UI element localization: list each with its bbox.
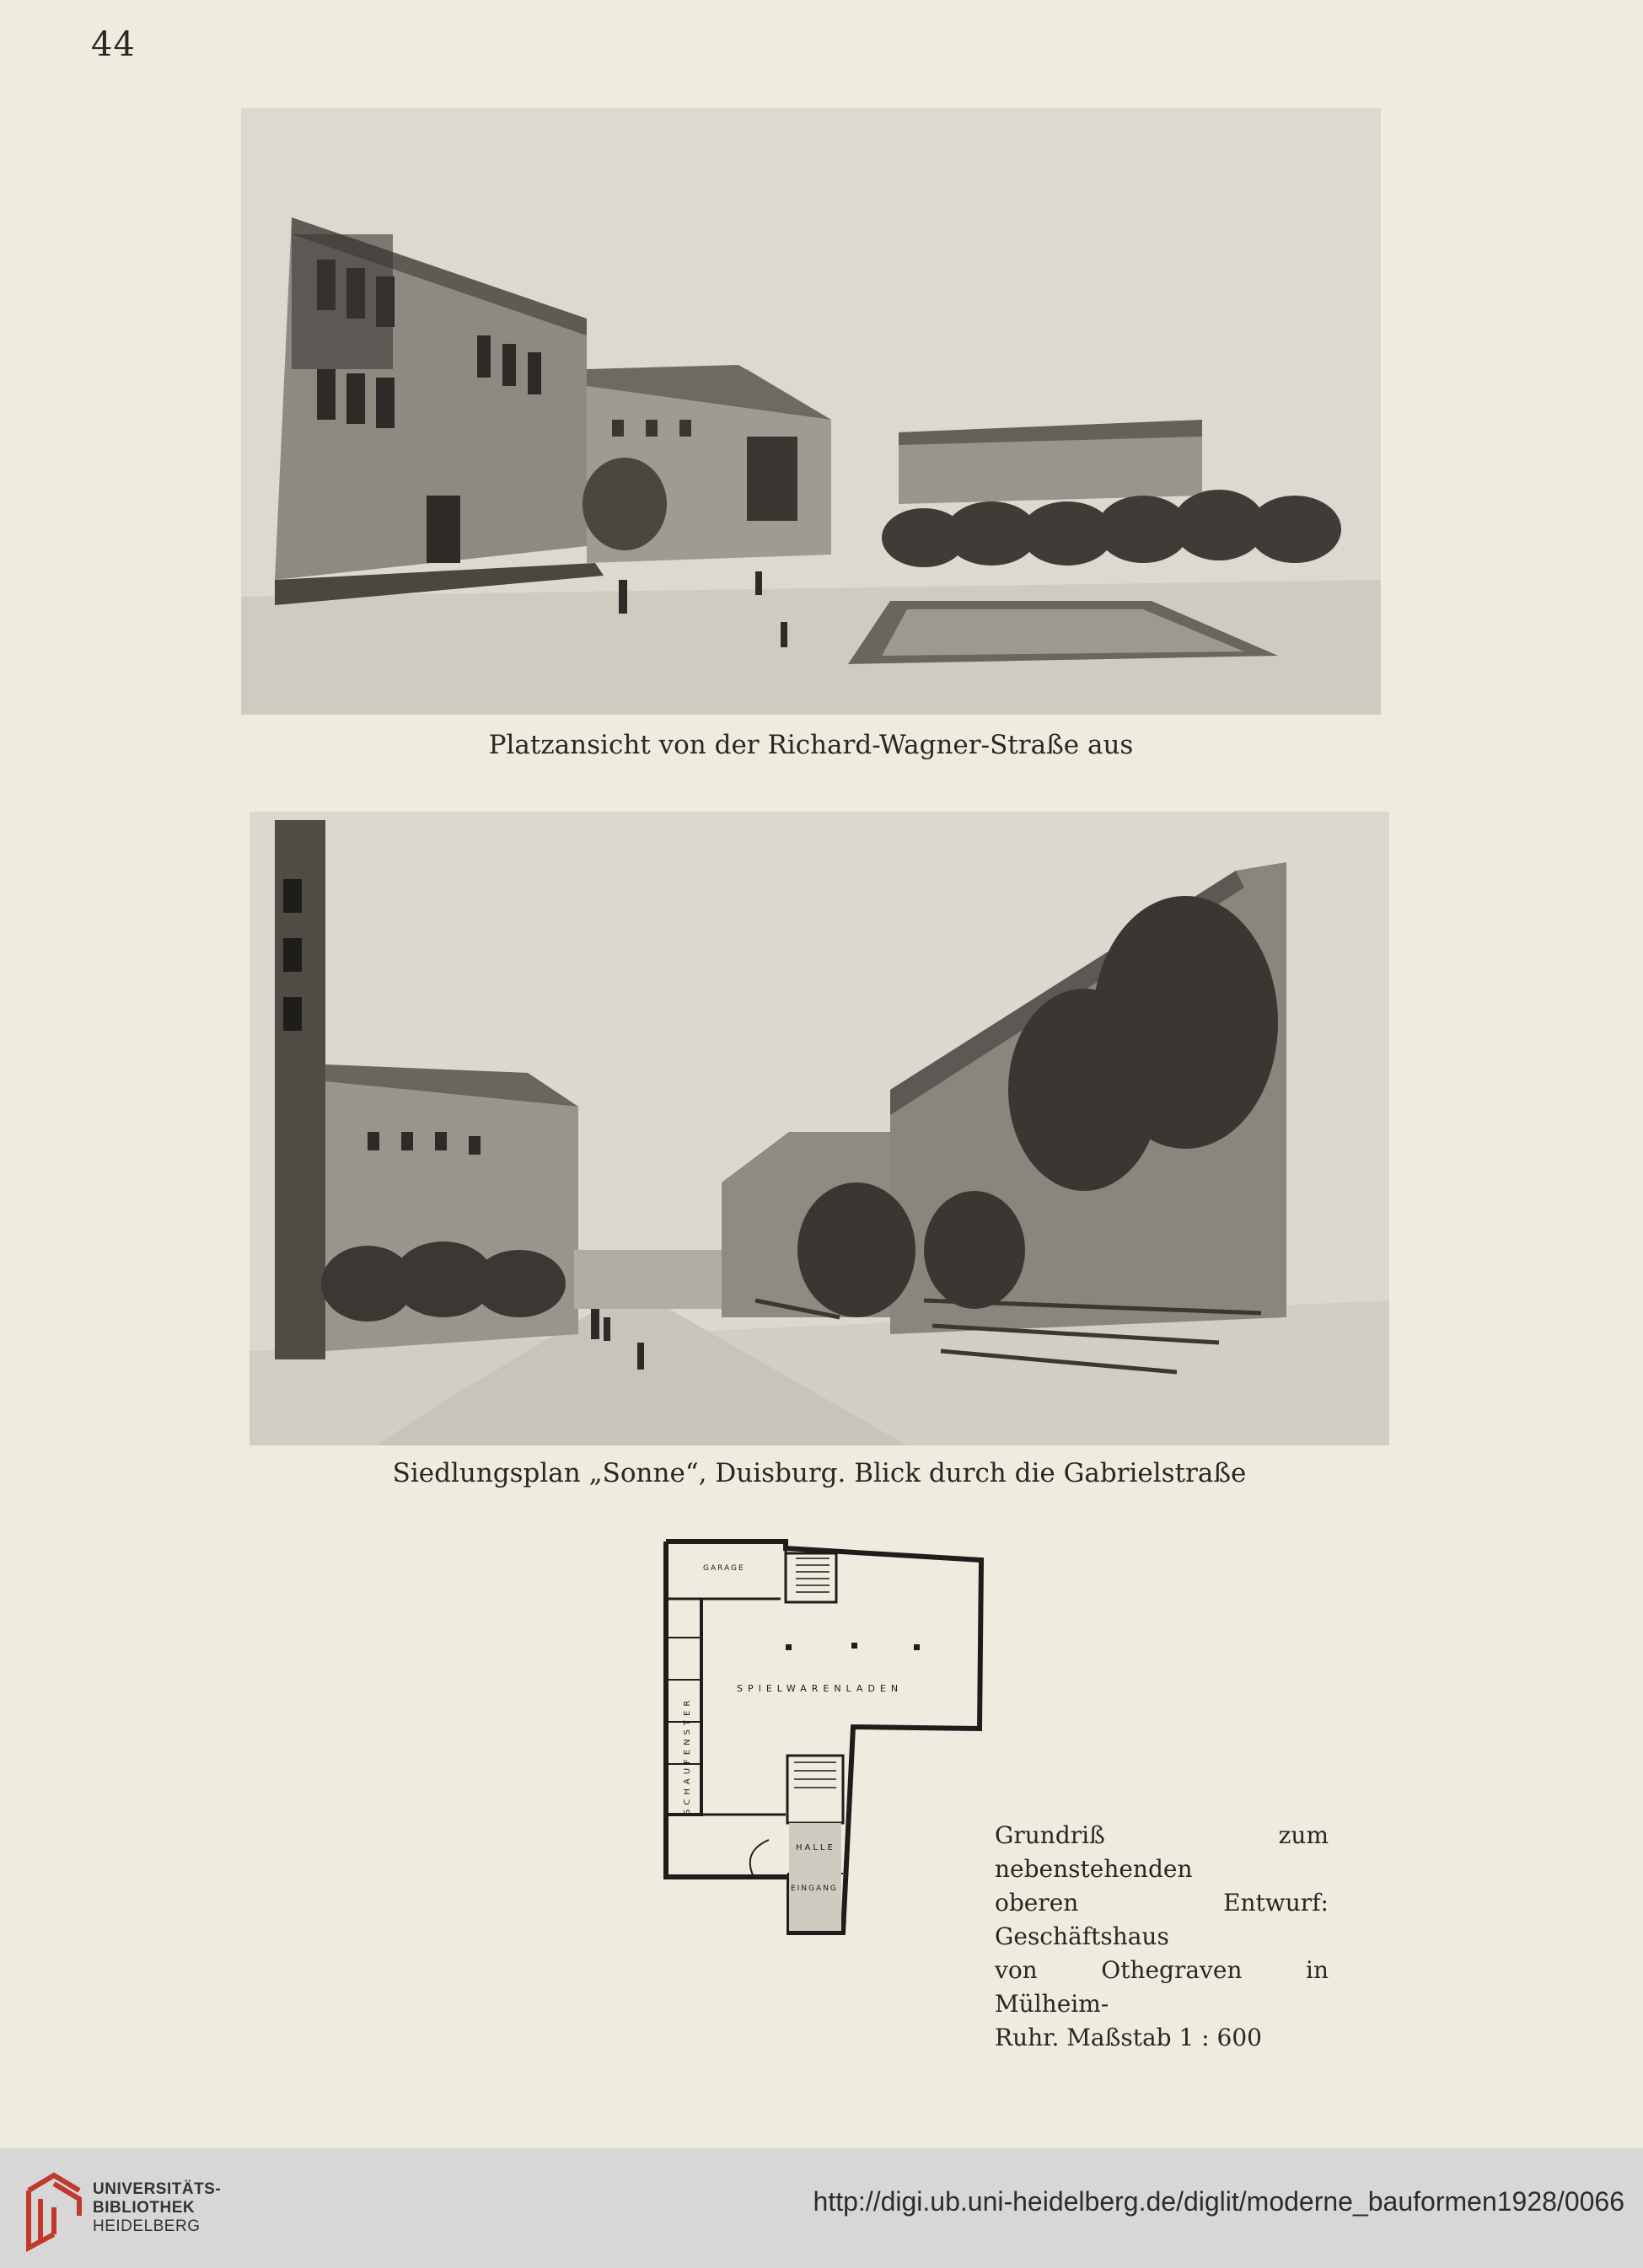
library-name-line: UNIVERSITÄTS- <box>93 2180 222 2198</box>
plan-caption-line: von Othegraven in Mülheim- <box>995 1956 1329 2018</box>
caption-square-view: Platzansicht von der Richard-Wagner-Straße aus <box>488 730 1134 760</box>
plan-label-window: SCHAUFENSTER <box>683 1696 692 1815</box>
library-name-line: HEIDELBERG <box>93 2217 201 2235</box>
plan-label-garage: GARAGE <box>703 1564 745 1573</box>
page-number: 44 <box>91 25 136 64</box>
source-url-link[interactable]: http://digi.ub.uni-heidelberg.de/diglit/moderne_bauformen1928/0066 <box>813 2186 1624 2217</box>
illustration-street-view <box>250 812 1389 1445</box>
plan-caption <box>995 1819 1329 2055</box>
library-name-line: BIBLIOTHEK <box>93 2199 196 2217</box>
plan-label-entrance: EINGANG <box>791 1885 838 1893</box>
caption-street-view: Siedlungsplan „Sonne“, Duisburg. Blick durch die Gabrielstraße <box>392 1458 1247 1488</box>
plan-caption-line: Grundriß zum nebenstehenden <box>995 1821 1329 1883</box>
plan-label-hall: HALLE <box>796 1843 835 1852</box>
library-logo-icon <box>20 2165 84 2255</box>
plan-label-shop: SPIELWARENLADEN <box>737 1683 904 1694</box>
floor-plan <box>661 1536 991 1939</box>
plan-caption-line: Ruhr. Maßstab 1 : 600 <box>995 2024 1262 2051</box>
library-name <box>93 2180 221 2236</box>
illustration-square-view <box>241 108 1381 715</box>
plan-caption-line: oberen Entwurf: Geschäftshaus <box>995 1889 1329 1950</box>
library-footer <box>0 2148 1643 2268</box>
